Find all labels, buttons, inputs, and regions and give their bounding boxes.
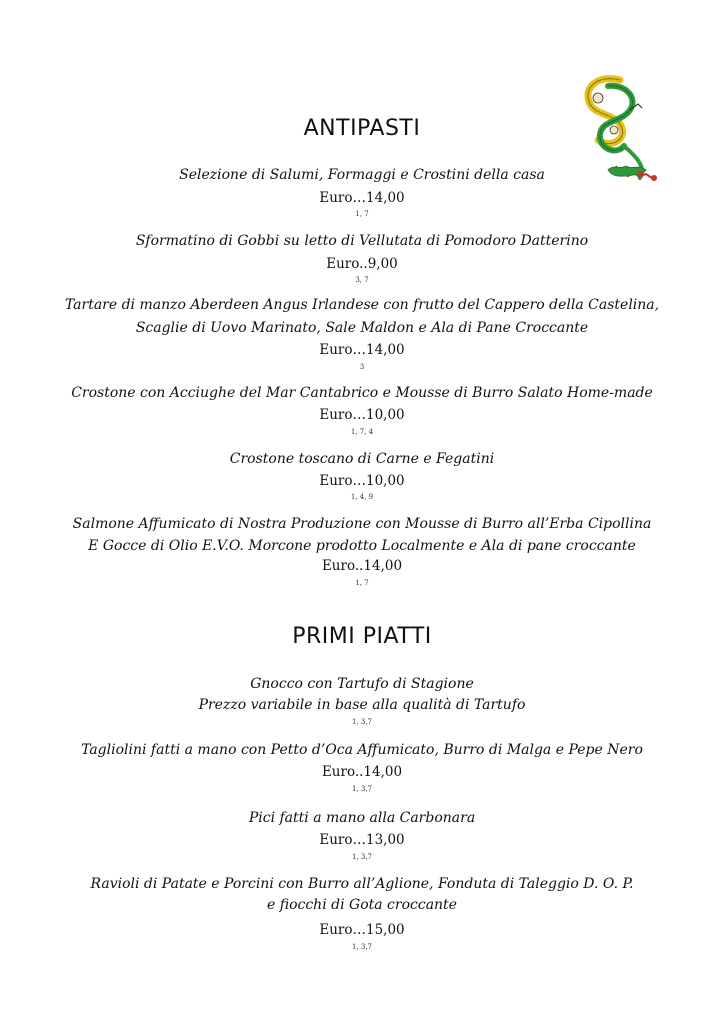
section-title-antipasti: ANTIPASTI: [303, 116, 421, 141]
dish-name: Salmone Affumicato di Nostra Produzione con Mousse di Burro all’Erba Cipollina: [72, 516, 652, 532]
dish-price: Euro…10,00: [319, 407, 405, 423]
dish-price: Euro…10,00: [319, 473, 405, 489]
dish-price: Euro…13,00: [319, 832, 405, 848]
dish-allergens: 1, 7, 4: [350, 428, 374, 436]
dish-name: Prezzo variabile in base alla qualità di Tartufo: [198, 697, 526, 713]
dish-name: Selezione di Salumi, Formaggi e Crostini della casa: [179, 167, 545, 183]
dish-name: e fiocchi di Gota croccante: [267, 897, 457, 913]
section-title-primi-piatti: PRIMI PIATTI: [292, 624, 432, 649]
dish-allergens: 1, 7: [355, 579, 369, 587]
dish-name: Sformatino di Gobbi su letto di Vellutata di Pomodoro Datterino: [135, 233, 589, 249]
dish-name: Scaglie di Uovo Marinato, Sale Maldon e Ala di Pane Croccante: [135, 320, 589, 336]
dish-price: Euro…15,00: [319, 922, 405, 938]
dish-name: Tartare di manzo Aberdeen Angus Irlandese con frutto del Cappero della Castelina,: [64, 297, 660, 313]
dish-name: Crostone toscano di Carne e Fegatini: [229, 451, 495, 467]
dish-name: Tagliolini fatti a mano con Petto d’Oca Affumicato, Burro di Malga e Pepe Nero: [81, 742, 643, 758]
dish-allergens: 1, 3,7: [351, 943, 373, 951]
dish-allergens: 1, 3,7: [351, 853, 373, 861]
dish-price: Euro…14,00: [319, 190, 405, 206]
dish-price: Euro..14,00: [321, 558, 403, 574]
dish-allergens: 3, 7: [355, 276, 369, 284]
dish-allergens: 1, 3,7: [351, 785, 373, 793]
dish-name: Crostone con Acciughe del Mar Cantabrico e Mousse di Burro Salato Home-made: [71, 385, 653, 401]
dish-allergens: 3: [359, 363, 365, 371]
dish-allergens: 1, 4, 9: [350, 493, 374, 501]
dish-price: Euro..9,00: [326, 256, 398, 272]
dish-allergens: 1, 7: [355, 210, 369, 218]
dish-name: Gnocco con Tartufo di Stagione: [250, 676, 474, 692]
dish-name: Ravioli di Patate e Porcini con Burro all’Aglione, Fonduta di Taleggio D. O. P.: [90, 876, 634, 892]
dish-allergens: 1, 3,7: [351, 718, 373, 726]
dish-name: E Gocce di Olio E.V.O. Morcone prodotto Localmente e Ala di pane croccante: [88, 538, 636, 554]
dish-name: Pici fatti a mano alla Carbonara: [248, 810, 476, 826]
dish-price: Euro..14,00: [321, 764, 403, 780]
dish-price: Euro…14,00: [319, 342, 405, 358]
